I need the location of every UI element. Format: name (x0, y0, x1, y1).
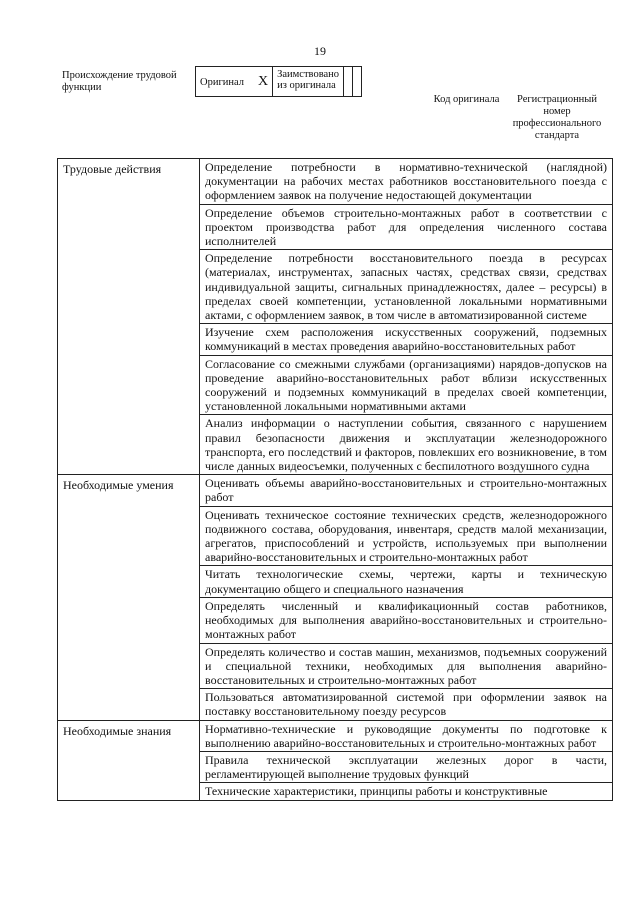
borrowed-label: Заимствовано из оригинала (277, 69, 340, 91)
reg-caption: Регистрационный номер профессионального стандарта (512, 94, 602, 141)
section-item: Согласование со смежными службами (организациями) нарядов-допусков на проведение аварийно-восстановительных работ вблизи искусственных сооружений и подземных коммуникаций в пределах своей компетенции, установленной локальными нормативными актами (200, 355, 613, 415)
table-row (58, 475, 613, 506)
code-caption: Код оригинала (433, 94, 500, 105)
function-table (57, 158, 613, 801)
original-label: Оригинал (200, 76, 244, 88)
section-label: Трудовые действия (58, 159, 200, 475)
section-item: Определять численный и квалификационный состав работников, необходимых для выполнения аварийно-восстановительных и строительно-монтажных работ (200, 597, 613, 643)
section-label: Необходимые умения (58, 475, 200, 720)
reg-number-cell (353, 67, 362, 97)
section-item: Анализ информации о наступлении события, связанного с нарушением правил безопасности движения и эксплуатации железнодорожного транспорта, его последствий и факторов, повлекших его возникновение, в том числе данных видеосъемки, полученных с беспилотного воздушного судна (200, 415, 613, 475)
section-item: Оценивать объемы аварийно-восстановительных и строительно-монтажных работ (200, 475, 613, 506)
section-item: Определение потребности в нормативно-технической (наглядной) документации на рабочих местах работников восстановительного поезда с оформлением заявок на получение недостающей документации (200, 159, 613, 205)
table-row (58, 720, 613, 751)
code-cell (344, 67, 353, 97)
section-item: Пользоваться автоматизированной системой при оформлении заявок на поставку восстановительному поезду ресурсов (200, 689, 613, 720)
section-item: Нормативно-технические и руководящие документы по подготовке к выполнению аварийно-восстановительных и строительно-монтажных работ (200, 720, 613, 751)
section-item: Определение потребности восстановительного поезда в ресурсах (материалах, инструментах, запасных частях, средствах связи, средствах индивидуальной защиты, сигнальных принадлежностях, далее – ресурсы) в пределах своей компетенции, установленной локальными нормативными актами, с оформлением заявок, в том числе в автоматизированной системе (200, 250, 613, 324)
original-cell (196, 67, 273, 97)
section-item: Читать технологические схемы, чертежи, карты и техническую документацию общего и специального назначения (200, 566, 613, 597)
borrowed-cell (273, 67, 344, 97)
origin-table (195, 66, 362, 97)
section-item: Оценивать техническое состояние технических средств, железнодорожного подвижного состава, оборудования, инвентаря, средств малой механизации, агрегатов, приспособлений и устройств, используемых при выполнении аварийно-восстановительных и строительно-монтажных работ (200, 506, 613, 566)
page-number: 19 (314, 44, 326, 58)
section-item: Определение объемов строительно-монтажных работ в соответствии с проектом производства работ для определения численного состава исполнителей (200, 204, 613, 250)
section-item: Определять количество и состав машин, механизмов, подъемных сооружений и специальной техники, необходимых для выполнения аварийно-восстановительных и строительно-монтажных работ (200, 643, 613, 689)
table-row (58, 159, 613, 205)
section-item: Правила технической эксплуатации железных дорог в части, регламентирующей выполнение трудовых функций (200, 751, 613, 782)
original-mark: X (258, 73, 269, 89)
section-item: Технические характеристики, принципы работы и конструктивные (200, 783, 613, 800)
section-label: Необходимые знания (58, 720, 200, 800)
origin-label: Происхождение трудовой функции (62, 70, 177, 93)
section-item: Изучение схем расположения искусственных сооружений, подземных коммуникаций в местах проведения аварийно-восстановительных работ (200, 324, 613, 355)
